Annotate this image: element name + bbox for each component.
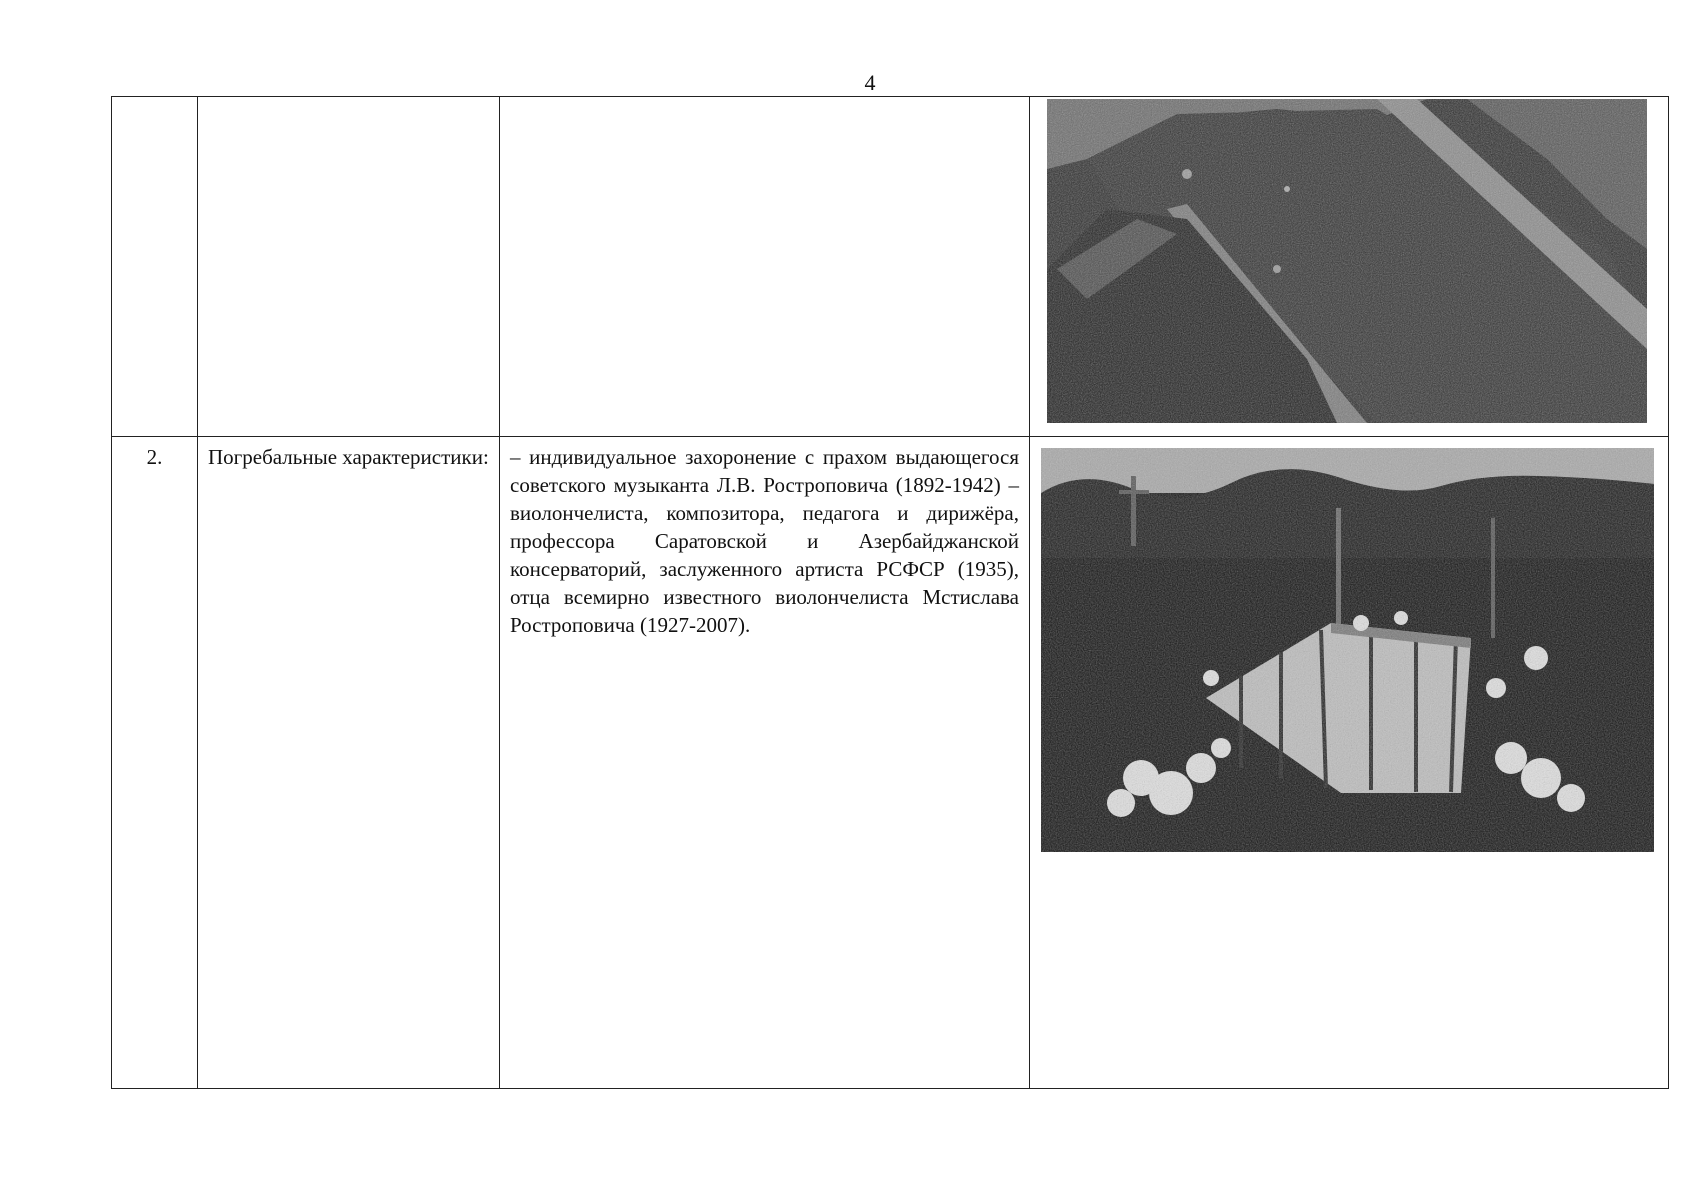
row-number-cell: 2.	[112, 437, 198, 1089]
row-photo-cell	[1030, 437, 1669, 1089]
table-row	[112, 437, 1669, 1089]
page-number: 4	[864, 70, 876, 95]
row-number-cell	[112, 97, 198, 437]
grave-photo	[1041, 448, 1654, 852]
document-table	[111, 96, 1669, 1089]
aerial-cemetery-photo	[1047, 99, 1647, 423]
row-text-cell: – индивидуальное захоронение с прахом выдающегося советского музыканта Л.В. Ростроповича (1892-1942) – виолончелиста, композитора, педагога и дирижёра, профессора Саратовской и Азербайджанской консерваторий, заслуженного артиста РСФСР (1935), отца всемирно известного виолончелиста Мстислава Ростроповича (1927-2007).	[500, 437, 1030, 1089]
row-text-cell	[500, 97, 1030, 437]
row-label-cell: Погребальные характеристики:	[198, 437, 500, 1089]
row-photo-cell	[1030, 97, 1669, 437]
table-row	[112, 97, 1669, 437]
row-label-cell	[198, 97, 500, 437]
